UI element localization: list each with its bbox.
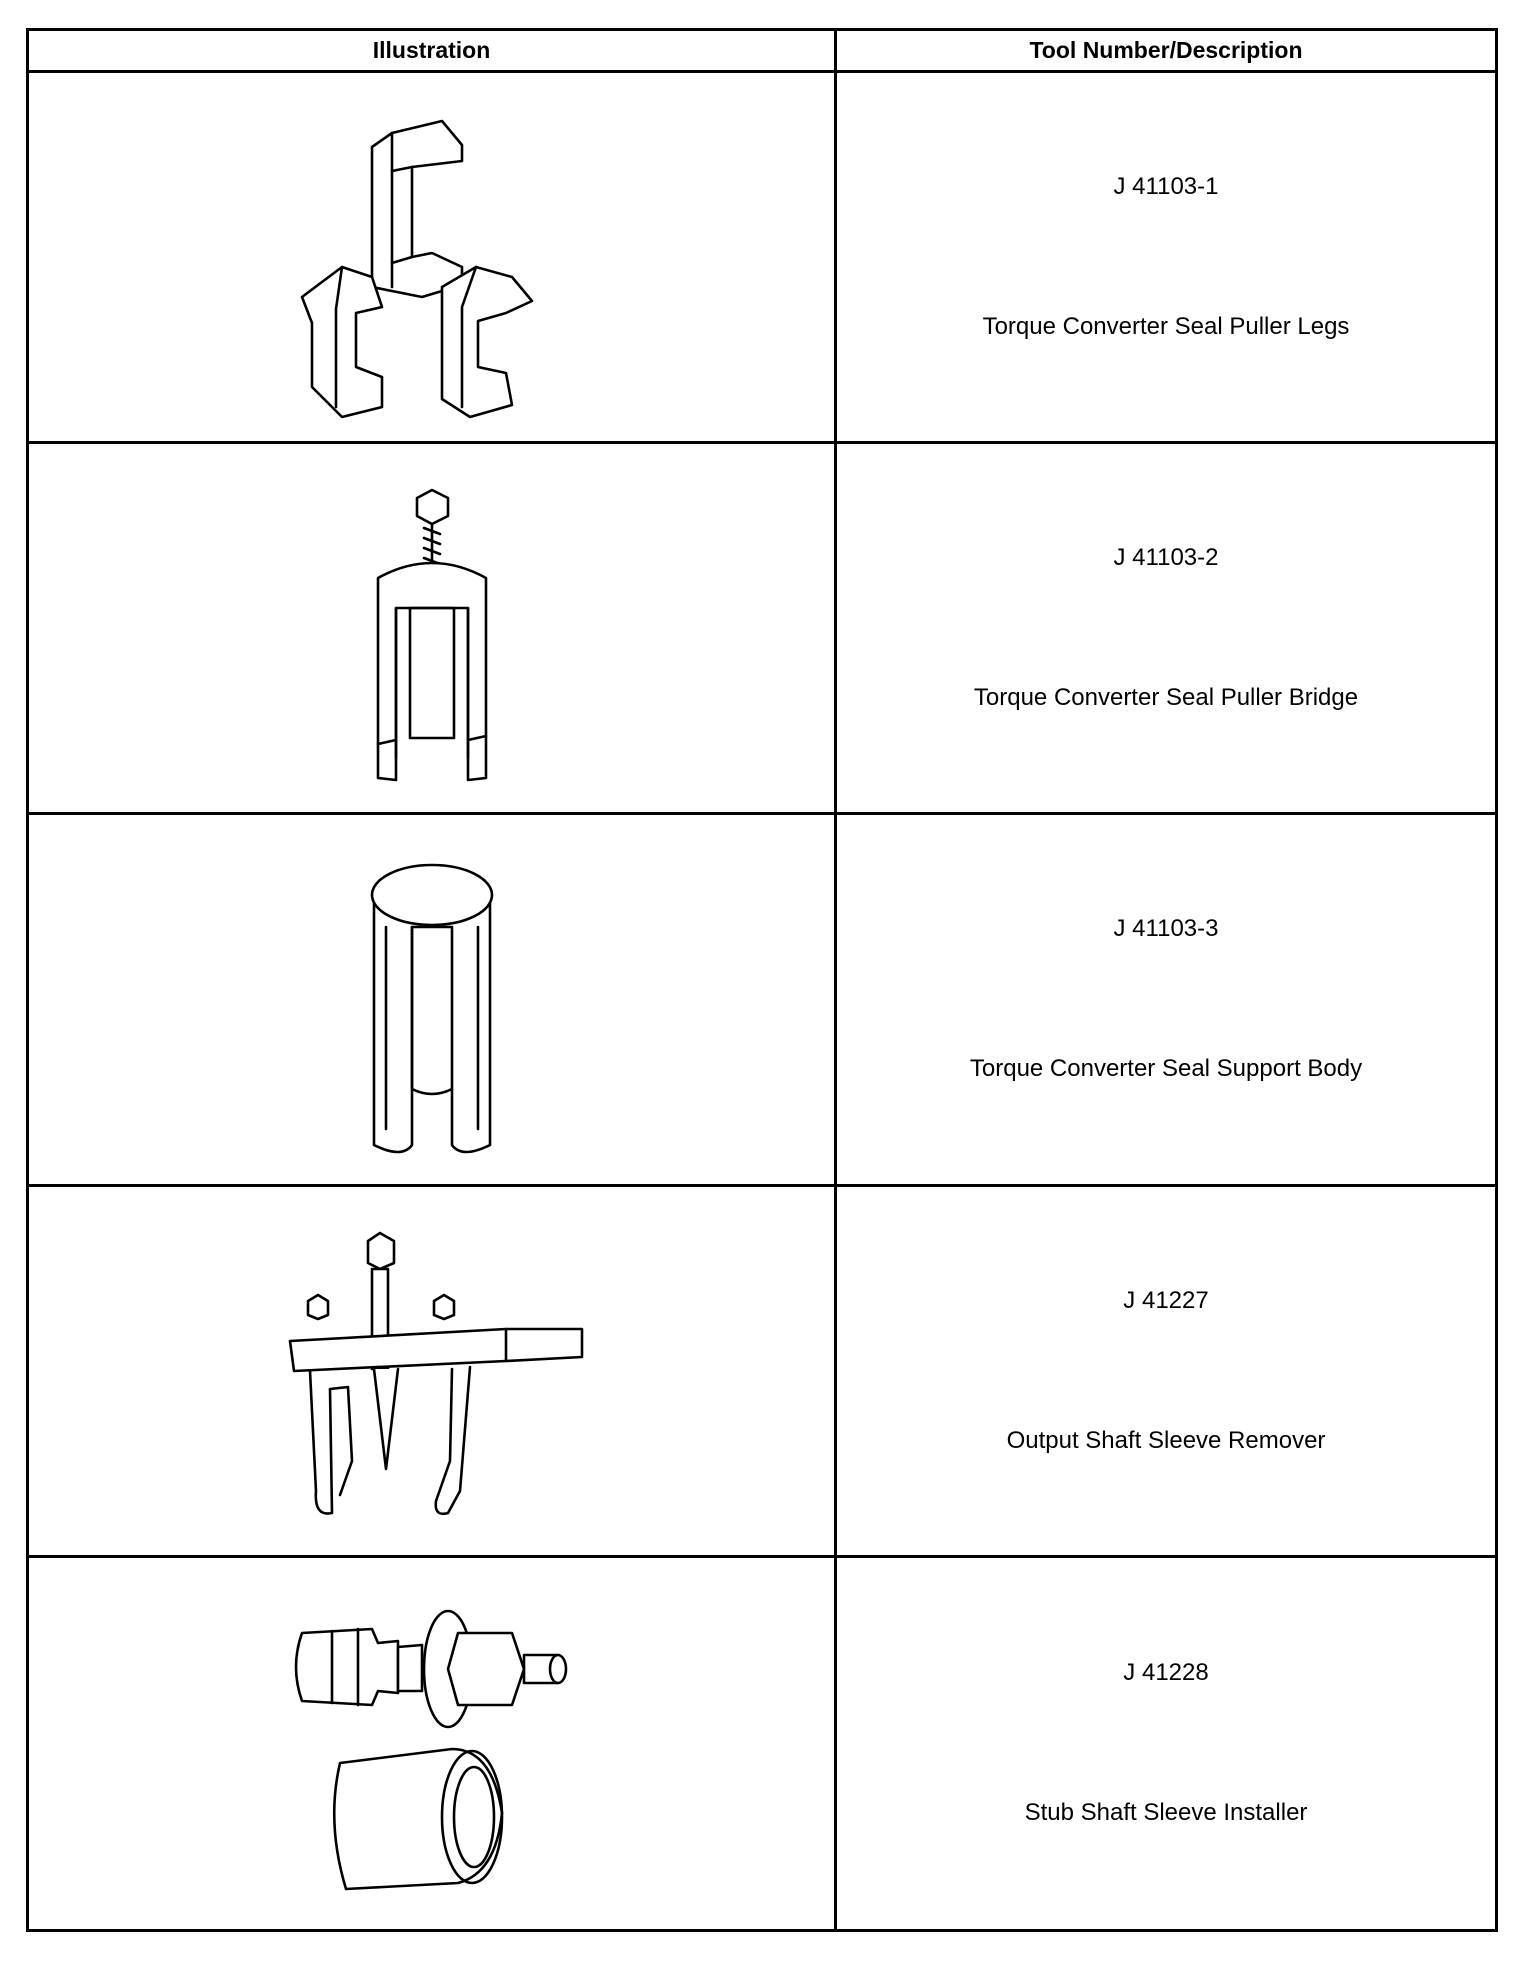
sleeve-remover-icon xyxy=(262,1201,602,1541)
illustration-cell xyxy=(29,444,837,815)
tool-description-cell xyxy=(837,444,1495,815)
header-illustration: Illustration xyxy=(29,31,837,73)
illustration-cell xyxy=(29,1187,837,1558)
tool-description-cell xyxy=(837,1558,1495,1929)
seal-support-body-icon xyxy=(262,829,602,1169)
illustration-cell xyxy=(29,815,837,1186)
tool-number: J 41103-1 xyxy=(1113,173,1219,201)
seal-puller-bridge-icon xyxy=(262,458,602,798)
tool-description: Torque Converter Seal Puller Bridge xyxy=(973,684,1359,712)
special-tools-table xyxy=(26,28,1498,1932)
tool-number: J 41228 xyxy=(1123,1659,1209,1687)
tool-description: Torque Converter Seal Puller Legs xyxy=(982,313,1350,341)
illustration-cell xyxy=(29,1558,837,1929)
seal-puller-legs-icon xyxy=(262,87,602,427)
tool-number: J 41227 xyxy=(1123,1286,1209,1314)
tool-number: J 41103-2 xyxy=(1113,544,1219,572)
sleeve-installer-icon xyxy=(262,1573,602,1913)
tool-description-cell xyxy=(837,815,1495,1186)
tool-description-cell xyxy=(837,1187,1495,1558)
tool-description: Stub Shaft Sleeve Installer xyxy=(1024,1799,1308,1827)
header-tool-number-description: Tool Number/Description xyxy=(837,31,1495,73)
tool-description: Output Shaft Sleeve Remover xyxy=(1006,1426,1326,1454)
tool-description-cell xyxy=(837,73,1495,444)
tool-number: J 41103-3 xyxy=(1113,915,1219,943)
tool-description: Torque Converter Seal Support Body xyxy=(969,1055,1363,1083)
illustration-cell xyxy=(29,73,837,444)
